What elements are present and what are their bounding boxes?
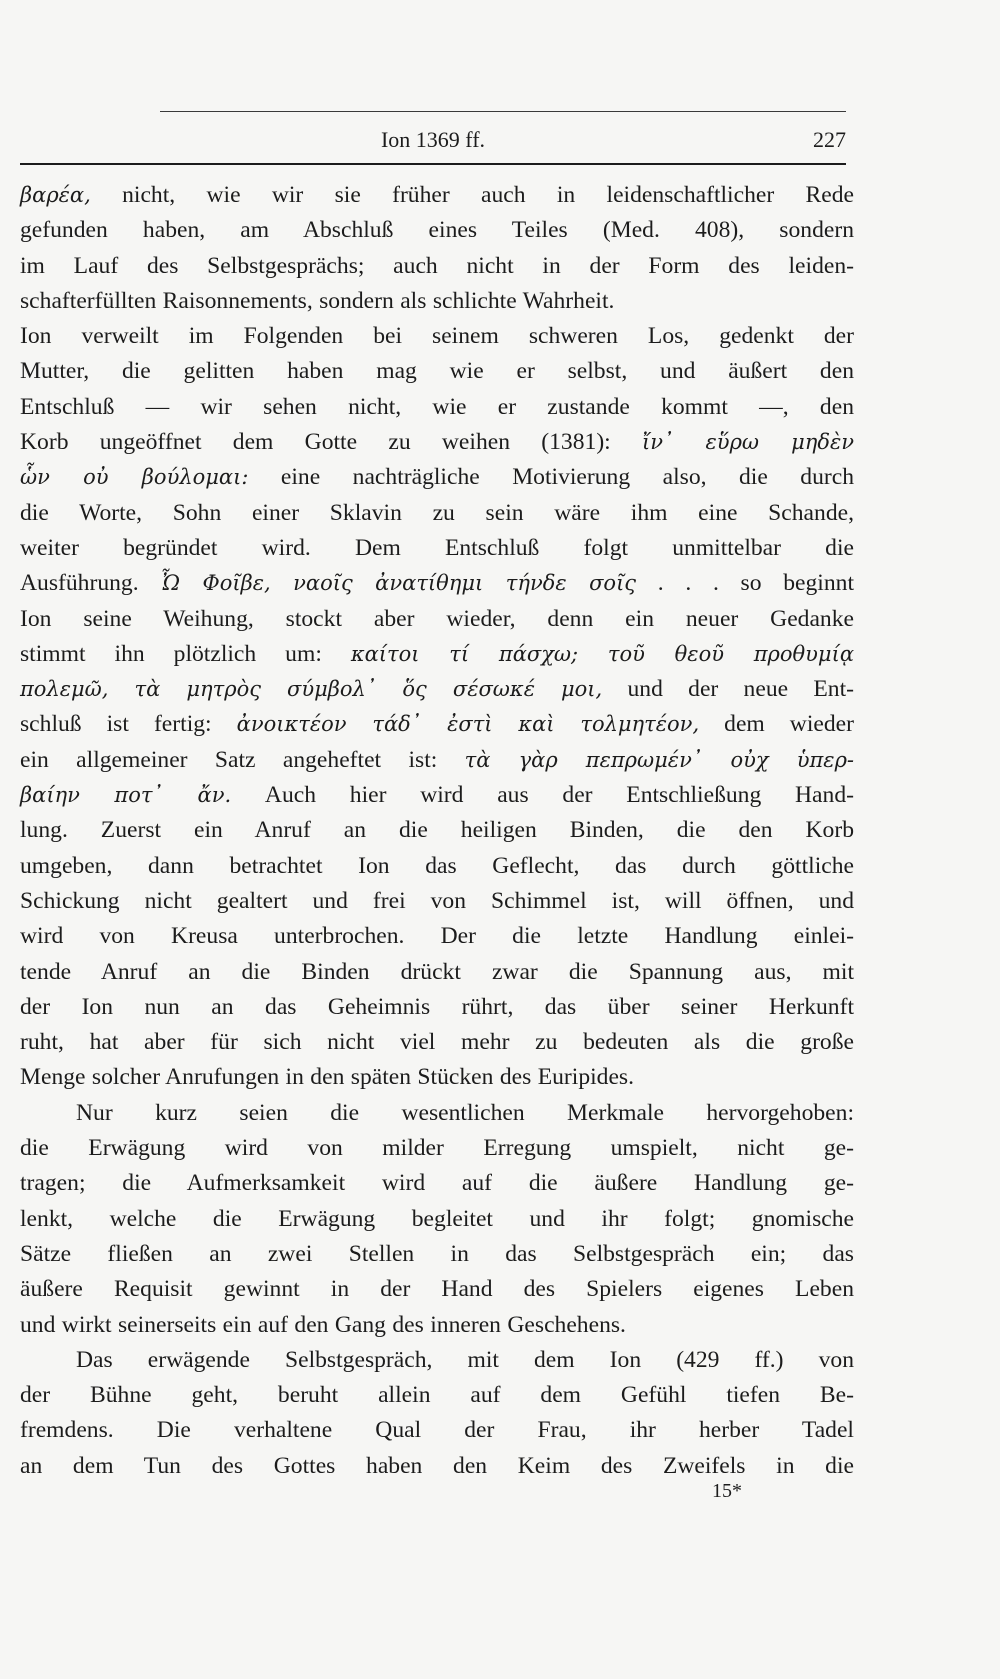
text-segment: Korb ungeöffnet dem Gotte zu weihen (1381): bbox=[20, 429, 642, 456]
text-line bbox=[20, 919, 854, 954]
text-segment: die Worte, Sohn einer Sklavin zu sein wäre ihm eine Schande, bbox=[20, 499, 854, 526]
text-line bbox=[20, 743, 854, 778]
text-segment: Ausführung. bbox=[20, 570, 161, 597]
text-segment: und wirkt seinerseits ein auf den Gang des inneren Geschehens. bbox=[20, 1311, 626, 1338]
text-line bbox=[20, 354, 854, 389]
text-segment: Nur kurz seien die wesentlichen Merkmale hervorgehoben: bbox=[76, 1099, 854, 1126]
text-segment: Sätze fließen an zwei Stellen in das Selbstgespräch ein; das bbox=[20, 1240, 854, 1267]
text-segment: lenkt, welche die Erwägung begleitet und ihr folgt; gnomische bbox=[20, 1205, 854, 1232]
header-rule-thin bbox=[160, 111, 846, 112]
body-text bbox=[20, 178, 854, 1484]
greek-quote: καίτοι τί πάσχω; τοῦ θεοῦ προθυμίᾳ bbox=[350, 641, 854, 666]
text-segment: nicht, wie wir sie früher auch in leidenschaftlicher Rede bbox=[90, 182, 854, 208]
text-line bbox=[20, 1237, 854, 1272]
text-line bbox=[20, 990, 854, 1025]
greek-quote: πολεμῶ, τὰ μητρὸς σύμβολ᾽ ὅς σέσωκέ μοι, bbox=[20, 677, 603, 702]
text-line bbox=[20, 284, 854, 319]
text-line bbox=[20, 707, 854, 742]
text-segment: dem wieder bbox=[699, 711, 854, 738]
text-line bbox=[20, 1096, 854, 1131]
text-segment: Menge solcher Anrufungen in den späten Stücken des Euripides. bbox=[20, 1064, 635, 1091]
text-line bbox=[20, 778, 854, 813]
text-line bbox=[20, 178, 854, 213]
text-line bbox=[20, 1378, 854, 1413]
text-segment: stimmt ihn plötzlich um: bbox=[20, 640, 351, 667]
text-line bbox=[20, 1025, 854, 1060]
text-segment: tende Anruf an die Binden drückt zwar die Spannung aus, mit bbox=[20, 958, 854, 985]
running-title: Ion 1369 ff. bbox=[380, 127, 486, 152]
page-header bbox=[20, 125, 846, 155]
printer-signature: 15* bbox=[712, 1480, 742, 1502]
text-line bbox=[20, 1166, 854, 1201]
text-segment: gefunden haben, am Abschluß eines Teiles (Med. 408), sondern bbox=[20, 217, 854, 244]
text-line bbox=[20, 249, 854, 284]
text-line bbox=[20, 672, 854, 707]
greek-quote: βαίην ποτ᾽ ἄν. bbox=[20, 783, 232, 808]
greek-quote: βαρέα, bbox=[20, 183, 91, 207]
text-segment: Ion verweilt im Folgenden bei seinem schweren Los, gedenkt der bbox=[20, 323, 854, 350]
text-segment: äußere Requisit gewinnt in der Hand des Spielers eigenes Leben bbox=[20, 1276, 854, 1303]
greek-quote: ὧν οὐ βούλομαι: bbox=[20, 465, 249, 490]
text-segment: ruht, hat aber für sich nicht viel mehr zu bedeuten als die große bbox=[20, 1029, 854, 1056]
text-segment: schafterfüllten Raisonnements, sondern als schlichte Wahrheit. bbox=[20, 287, 615, 314]
text-line bbox=[20, 1272, 854, 1307]
text-segment: Schickung nicht gealtert und frei von Schimmel ist, will öffnen, und bbox=[20, 887, 854, 914]
text-segment: ein allgemeiner Satz angeheftet ist: bbox=[20, 746, 465, 773]
text-line bbox=[20, 849, 854, 884]
text-segment: Auch hier wird aus der Entschließung Hand- bbox=[231, 782, 854, 809]
text-line bbox=[20, 213, 854, 248]
text-segment: Mutter, die gelitten haben mag wie er selbst, und äußert den bbox=[20, 358, 854, 385]
text-segment: der Ion nun an das Geheimnis rührt, das über seiner Herkunft bbox=[20, 993, 854, 1020]
text-line bbox=[20, 1413, 854, 1448]
text-segment: . . . so beginnt bbox=[636, 570, 855, 597]
text-line bbox=[20, 531, 854, 566]
greek-quote: τὰ γὰρ πεπρωμέν᾽ οὐχ ὑπερ- bbox=[464, 747, 855, 772]
greek-quote: Ὦ Φοῖβε, ναοῖς ἀνατίθημι τήνδε σοῖς bbox=[160, 571, 637, 596]
text-segment: schluß ist fertig: bbox=[20, 711, 237, 738]
text-line bbox=[20, 425, 854, 460]
text-line bbox=[20, 1308, 854, 1343]
greek-quote: ἴν᾽ εὕρω μηδὲν bbox=[642, 430, 854, 455]
text-line bbox=[20, 1060, 854, 1095]
text-line bbox=[20, 813, 854, 848]
text-line bbox=[20, 1202, 854, 1237]
text-line bbox=[20, 496, 854, 531]
text-segment: eine nachträgliche Motivierung also, die durch bbox=[248, 464, 854, 491]
text-segment: weiter begründet wird. Dem Entschluß folgt unmittelbar die bbox=[20, 534, 854, 561]
text-segment: und der neue Ent- bbox=[602, 676, 854, 703]
text-line bbox=[20, 1131, 854, 1166]
text-segment: Das erwägende Selbstgespräch, mit dem Ion (429 ff.) von bbox=[76, 1346, 854, 1373]
text-segment: Ion seine Weihung, stockt aber wieder, denn ein neuer Gedanke bbox=[20, 605, 854, 632]
text-segment: umgeben, dann betrachtet Ion das Geflecht, das durch göttliche bbox=[20, 852, 854, 879]
text-line bbox=[20, 884, 854, 919]
text-line bbox=[20, 319, 854, 354]
text-segment: an dem Tun des Gottes haben den Keim des Zweifels in die bbox=[20, 1452, 854, 1479]
text-line bbox=[20, 1343, 854, 1378]
text-segment: im Lauf des Selbstgesprächs; auch nicht in der Form des leiden- bbox=[20, 252, 854, 279]
text-segment: wird von Kreusa unterbrochen. Der die letzte Handlung einlei- bbox=[20, 923, 854, 950]
text-line bbox=[20, 637, 854, 672]
text-segment: fremdens. Die verhaltene Qual der Frau, ihr herber Tadel bbox=[20, 1417, 854, 1444]
text-segment: die Erwägung wird von milder Erregung umspielt, nicht ge- bbox=[20, 1135, 854, 1162]
text-segment: tragen; die Aufmerksamkeit wird auf die äußere Handlung ge- bbox=[20, 1170, 854, 1197]
text-line bbox=[20, 460, 854, 495]
text-segment: lung. Zuerst ein Anruf an die heiligen Binden, die den Korb bbox=[20, 817, 854, 844]
text-line bbox=[20, 602, 854, 637]
text-segment: der Bühne geht, beruht allein auf dem Gefühl tiefen Be- bbox=[20, 1382, 854, 1409]
header-rule-thick bbox=[20, 163, 846, 165]
page-number: 227 bbox=[813, 127, 846, 152]
text-line bbox=[20, 566, 854, 601]
text-segment: Entschluß — wir sehen nicht, wie er zustande kommt —, den bbox=[20, 393, 854, 420]
greek-quote: ἀνοικτέον τάδ᾽ ἐστὶ καὶ τολμητέον, bbox=[236, 712, 700, 737]
text-line bbox=[20, 955, 854, 990]
text-line bbox=[20, 390, 854, 425]
